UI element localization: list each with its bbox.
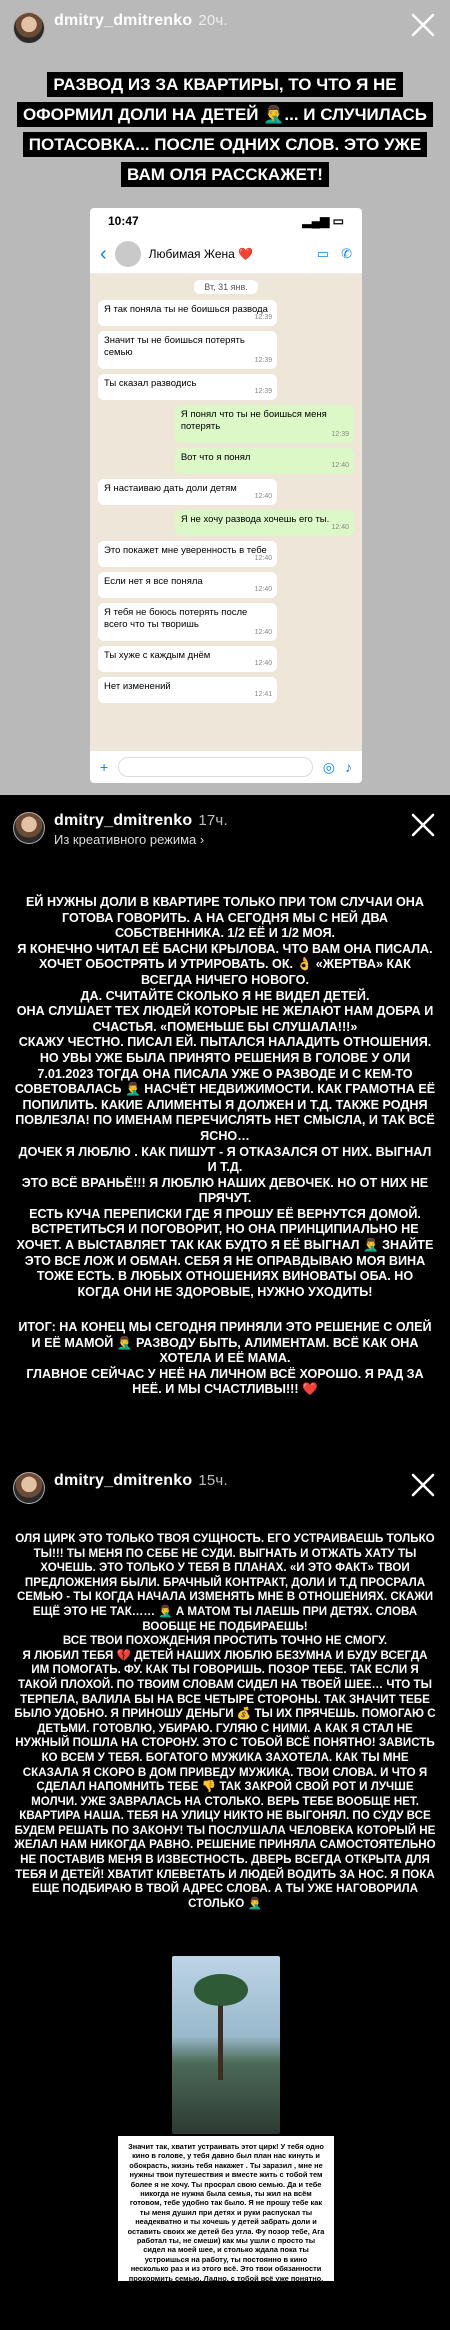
message-time: 12:40 xyxy=(331,462,349,469)
message-time: 12:40 xyxy=(331,524,349,531)
video-icon: ▭ xyxy=(316,245,330,261)
phone-clock: 10:47 xyxy=(108,214,139,228)
message-time: 12:41 xyxy=(254,691,273,698)
username[interactable]: dmitry_dmitrenko 15ч. xyxy=(54,1472,228,1489)
username[interactable]: dmitry_dmitrenko 20ч. xyxy=(54,12,228,29)
incoming-message xyxy=(98,677,277,703)
phone-status-bar xyxy=(90,208,362,234)
phone-icon: ✆ xyxy=(341,245,352,261)
message-text: Я настаиваю дать доли детям xyxy=(104,483,237,494)
message-time: 12:39 xyxy=(331,431,349,438)
message-text: Это покажет мне уверенность в тебе xyxy=(104,545,267,556)
story-text-main: ЕЙ НУЖНЫ ДОЛИ В КВАРТИРЕ ТОЛЬКО ПРИ ТОМ СЛУЧАИ ОНА ГОТОВА ГОВОРИТЬ. А НА СЕГОДНЯ МЫ С НЕЙ ДВА СОБСТВЕННИКА. 1/2 ЕЁ И 1/2 МОЯ. Я КОНЕЧНО ЧИТАЛ ЕЁ БАСНИ КРЫЛОВА. ЧТО ВАМ ОНА ПИСАЛА. ХОЧЕТ ОБОСТРЯТЬ И УТРИРОВАТЬ. ОК. 👌 «ЖЕРТВА» КАК ВСЕГДА НИЧЕГО НОВОГО. ДА. СЧИТАЙТЕ СКОЛЬКО Я НЕ ВИДЕЛ ДЕТЕЙ. ОНА СЛУШАЕТ ТЕХ ЛЮДЕЙ КОТОРЫЕ НЕ ЖЕЛАЮТ НАМ ДОБРА И СЧАСТЬЯ. «ПОМЕНЬШЕ БЫ СЛУШАЛА!!!» СКАЖУ ЧЕСТНО. ПИСАЛ ЕЙ. ПЫТАЛСЯ НАЛАДИТЬ ОТНОШЕНИЯ. НО УВЫ УЖЕ БЫЛА ПРИНЯТО РЕШЕНИЯ В ГОЛОВЕ У ОЛИ 7.01.2023 ТОГДА ОНА ПИСАЛА УЖЕ О РАЗВОДЕ И С КЕМ-ТО СОВЕТОВАЛАСЬ 🤦‍♂️ НАСЧЁТ НЕДВИЖИМОСТИ. КАК ГРАМОТНА ЕЁ ПОПИЛИТЬ. КАКИЕ АЛИМЕНТЫ Я ДОЛЖЕН И Т.Д. ТАКЖЕ РОДНЯ ПОВЛЕЗЛА! ПО ИМЕНАМ ПЕРЕЧИСЛЯТЬ НЕТ СМЫСЛА, И ТАК ВСЁ ЯСНО… ДОЧЕК Я ЛЮБЛЮ . КАК ПИШУТ - Я ОТКАЗАЛСЯ ОТ НИХ. ВЫГНАЛ И Т.Д. ЭТО ВСЁ ВРАНЬЁ!!! Я ЛЮБЛЮ НАШИХ ДЕВОЧЕК. НО ОТ НИХ НЕ ПРЯЧУТ. ЕСТЬ КУЧА ПЕРЕПИСКИ ГДЕ Я ПРОШУ ЕЁ ВЕРНУТСЯ ДОМОЙ. ВСТРЕТИТЬСЯ И ПОГОВОРИТ, НО ОНА ПРИНЦИПИАЛЬНО НЕ ХОЧЕТ. А ВЫСТАВЛЯЕТ ТАК КАК БУДТО Я ЕЁ ВЫГНАЛ 🤦‍♂️ ЗНАЙТЕ ЭТО ВСЕ ЛОЖ И ОБМАН. СЕБЯ Я НЕ ОПРАВДЫВАЮ МОЯ ВИНА ТОЖЕ ЕСТЬ. В ЛЮБЫХ ОТНОШЕНИЯХ ВИНОВАТЫ ОБА. НО КОГДА ОНИ НЕ ЗДОРОВЫЕ, НУЖНО УХОДИТЬ! xyxy=(14,895,436,1299)
story-header xyxy=(0,800,450,856)
outgoing-message xyxy=(175,405,354,443)
message-time: 12:39 xyxy=(254,314,273,321)
story-text-conclusion: ИТОГ: НА КОНЕЦ МЫ СЕГОДНЯ ПРИНЯЛИ ЭТО РЕШЕНИЕ С ОЛЕЙ И ЕЁ МАМОЙ 🤦‍♂️ РАЗВОДУ БЫТЬ, АЛИМЕНТАМ. ВСЁ КАК ОНА ХОТЕЛА И ЕЁ МАМА. ГЛАВНОЕ СЕЙЧАС У НЕЁ НА ЛИЧНОМ ВСЁ ХОРОШО. Я РАД ЗА НЕЁ. И МЫ СЧАСТЛИВЫ!!! ❤️ xyxy=(18,1320,432,1397)
mic-icon: ♪ xyxy=(345,759,352,775)
story-3 xyxy=(0,1460,450,2330)
incoming-message xyxy=(98,479,277,505)
creative-mode-link[interactable]: Из креативного режима › xyxy=(54,832,205,847)
message-text: Я понял что ты не боишься меня потерять xyxy=(180,409,327,432)
message-time: 12:40 xyxy=(254,555,273,562)
message-time: 12:40 xyxy=(254,586,273,593)
signal-battery-icon: ▂▄▆ ▭ xyxy=(302,214,344,228)
story-2 xyxy=(0,800,450,1455)
palm-tree-photo xyxy=(172,1956,280,2134)
post-time: 17ч. xyxy=(198,812,228,829)
message-field xyxy=(118,757,313,777)
call-icons xyxy=(317,246,352,262)
outgoing-message xyxy=(175,510,354,536)
story-text-reply: ОЛЯ ЦИРК ЭТО ТОЛЬКО ТВОЯ СУЩНОСТЬ. ЕГО УСТРАИВАЕШЬ ТОЛЬКО ТЫ!!! ТЫ МЕНЯ ПО СЕБЕ НЕ СУДИ. ВЫГНАТЬ И ОТЖАТЬ ХАТУ ТЫ ХОЧЕШЬ. ЭТО ТОЛЬКО У ТЕБЯ В ПЛАНАХ. «И ЭТО ФАКТ» ТВОИ ПРЕДЛОЖЕНИЯ БЫЛИ. БРАЧНЫЙ КОНТРАКТ, ДОЛИ И Т.Д ПРОСРАЛА СЕМЬЮ - ТЫ КОГДА НАЧАЛА ИЗМЕНЯТЬ МНЕ В ОТНОШЕНИЯХ. СКАЖИ ЕЩЁ ЭТО НЕ ТАК…… 🤦‍♂️ А МАТОМ ТЫ ЛАЕШЬ ПРИ ДЕТЯХ. СЛОВА ВООБЩЕ НЕ ПОДБИРАЕШЬ! ВСЕ ТВОИ ПОХОЖДЕНИЯ ПРОСТИТЬ ТОЧНО НЕ СМОГУ. Я ЛЮБИЛ ТЕБЯ 💔 ДЕТЕЙ НАШИХ ЛЮБЛЮ БЕЗУМНА И БУДУ ВСЕГДА ИМ ПОМОГАТЬ. ФУ. КАК ТЫ ГОВОРИШЬ. ПОЗОР ТЕБЕ. ТАК ЕСЛИ Я ТАКОЙ ПЛОХОЙ. ПО ТВОИМ СЛОВАМ СИДЕЛ НА ТВОЕЙ ШЕЕ… ЧТО ТЫ ТЕРПЕЛА, ВАЛИЛА БЫ НА ВСЕ ЧЕТЫРЕ СТОРОНЫ. ТАК ЗНАЧИТ ТЕБЕ БЫЛО УДОБНО. Я ПРИНОШУ ДЕНЬГИ 💰 ТЫ ИХ ПРЯЧЕШЬ. ПОМОГАЮ С ДЕТЬМИ. ГОТОВЛЮ, УБИРАЮ. ГУЛЯЮ С НИМИ. А КАК Я СТАЛ НЕ НУЖНЫЙ ПОШЛА НА СТОРОНУ. ЭТО С ТОБОЙ ВСЁ ПОНЯТНО! ЗАВИСТЬ КО ВСЕМ У ТЕБЯ. БОГАТОГО МУЖИКА ЗАХОТЕЛА. КАК ТЫ МНЕ СКАЗАЛА Я СКОРО В ДОМ ПРИВЕДУ МУЖИКА. ТВОИ СЛОВА. И ЧТО Я СДЕЛАЛ НАПОМНИТЬ ТЕБЕ 👎 ТАК ЗАКРОЙ СВОЙ РОТ И ЛУЧШЕ МОЛЧИ. УЖЕ ЗАВРАЛАСЬ НА СТОЛЬКО. ВЕРЬ ТЕБЕ ВООБЩЕ НЕТ. КВАРТИРА НАША. ТЕБЯ НА УЛИЦУ НИКТО НЕ ВЫГОНЯЛ. ПО СУДУ ВСЕ БУДЕМ РЕШАТЬ ПО ЗАКОНУ! ТЫ ПОСЛУШАЛА ЧЕЛОВЕКА КОТОРЫЙ НЕ ЖЕЛАЛ НАМ НИКОГДА РАВНО. РЕШЕНИЕ ПРИНЯЛА САМОСТОЯТЕЛЬНО НЕ ПОСТАВИВ МЕНЯ В ИЗВЕСТНОСТЬ. ДВЕРЬ ВСЕГДА ОТКРЫТА ДЛЯ ТЕБЯ И ДЕТЕЙ! ХВАТИТ КЛЕВЕТАТЬ И ЛЮДЕЙ ВОДИТЬ ЗА НОС. Я ПОКА ЕЩЕ ПОДБИРАЮ В ТВОЙ АДРЕС СЛОВА. А ТЫ УЖЕ НАГОВОРИЛА СТОЛЬКО 🤦‍♂️ xyxy=(14,1532,436,1910)
incoming-message xyxy=(98,374,277,400)
post-time: 20ч. xyxy=(198,12,228,29)
chat-date: Вт, 31 янв. xyxy=(194,280,258,294)
message-time: 12:40 xyxy=(254,660,273,667)
message-text: Нет изменений xyxy=(104,681,171,692)
message-text: Я так поняла ты не боишься развода xyxy=(104,304,268,315)
incoming-message xyxy=(98,603,277,641)
message-time: 12:39 xyxy=(254,357,273,364)
message-text: Вот что я понял xyxy=(180,452,251,463)
message-time: 12:40 xyxy=(254,629,273,636)
contact-avatar xyxy=(115,241,141,267)
chat-area xyxy=(90,274,362,751)
quoted-message-screenshot: Значит так, хватит устраивать этот цирк! У тебя одно кино в голове, у тебя давно был план нас кинуть и обокрасть, жизнь тебя накажет . Ты заразил , мне не нужны твои путешествия и вместе жить с тобой тем более я не хочу. Ты просрал свою семью. Да и тебе никогда не нужна была семья, ты жил на всём готовом, тебе удобно так было. Я не прошу тебе как ты меня душил при детях и руки распускал ты неадекватно и ты хочешь у детей забрать доли и оставить своих же детей без угла. Фу позор тебе, Ага работал ты, не смеши) как мы ушли с просто ты сидел на моей шее, и столько ждала пока ты устроишься на работу, ты постоянно в кино несколько раз и из этого всё. Это твои обязанности прокормить семью. Ладно, с тобой всё уже понятно. Ты страшно подлый человек. Дима оставь нас в покое и освободи квартиру, будь Мужчиной, дочки должны жить дома с мамой, у них там своя детская комната. Я не тебе за детей не прошу. Хватит себя так вести. Остановись. xyxy=(118,2136,334,2281)
incoming-message xyxy=(98,646,277,672)
post-time: 15ч. xyxy=(198,1472,228,1489)
camera-icon: ◎ xyxy=(322,758,335,775)
plus-icon: + xyxy=(100,759,109,775)
back-chevron-icon: ‹ xyxy=(100,242,107,265)
story-1 xyxy=(0,0,450,795)
close-icon[interactable] xyxy=(408,10,438,40)
contact-name: Любимая Жена ❤️ xyxy=(148,246,254,261)
message-text: Ты хуже с каждым днём xyxy=(104,650,211,661)
message-text: Значит ты не боишься потерять семью xyxy=(104,335,245,358)
message-list xyxy=(98,300,354,703)
outgoing-message xyxy=(175,448,354,474)
story-header xyxy=(0,1460,450,1516)
incoming-message xyxy=(98,331,277,369)
avatar[interactable] xyxy=(13,12,45,44)
message-text: Я не хочу развода хочешь его ты. xyxy=(180,514,330,525)
message-text: Если нет я все поняла xyxy=(104,576,203,587)
chat-screenshot xyxy=(90,208,362,783)
close-icon[interactable] xyxy=(408,1470,438,1500)
chat-header xyxy=(90,234,362,274)
chat-input-bar xyxy=(90,751,362,783)
avatar[interactable] xyxy=(13,1472,45,1504)
incoming-message xyxy=(98,572,277,598)
message-time: 12:40 xyxy=(254,493,273,500)
incoming-message xyxy=(98,541,277,567)
story-banner-text: РАЗВОД ИЗ ЗА КВАРТИРЫ, ТО ЧТО Я НЕ ОФОРМИЛ ДОЛИ НА ДЕТЕЙ 🤦‍♂️... И СЛУЧИЛАСЬ ПОТАСОВКА... ПОСЛЕ ОДНИХ СЛОВ. ЭТО УЖЕ ВАМ ОЛЯ РАССКАЖЕТ! xyxy=(10,70,440,190)
message-text: Я тебя не боюсь потерять после всего что ты творишь xyxy=(104,607,248,630)
incoming-message xyxy=(98,300,277,326)
close-icon[interactable] xyxy=(408,810,438,840)
story-header xyxy=(0,0,450,56)
avatar[interactable] xyxy=(13,812,45,844)
message-text: Ты сказал разводись xyxy=(104,378,197,389)
username[interactable]: dmitry_dmitrenko 17ч. xyxy=(54,812,228,829)
message-time: 12:39 xyxy=(254,388,273,395)
